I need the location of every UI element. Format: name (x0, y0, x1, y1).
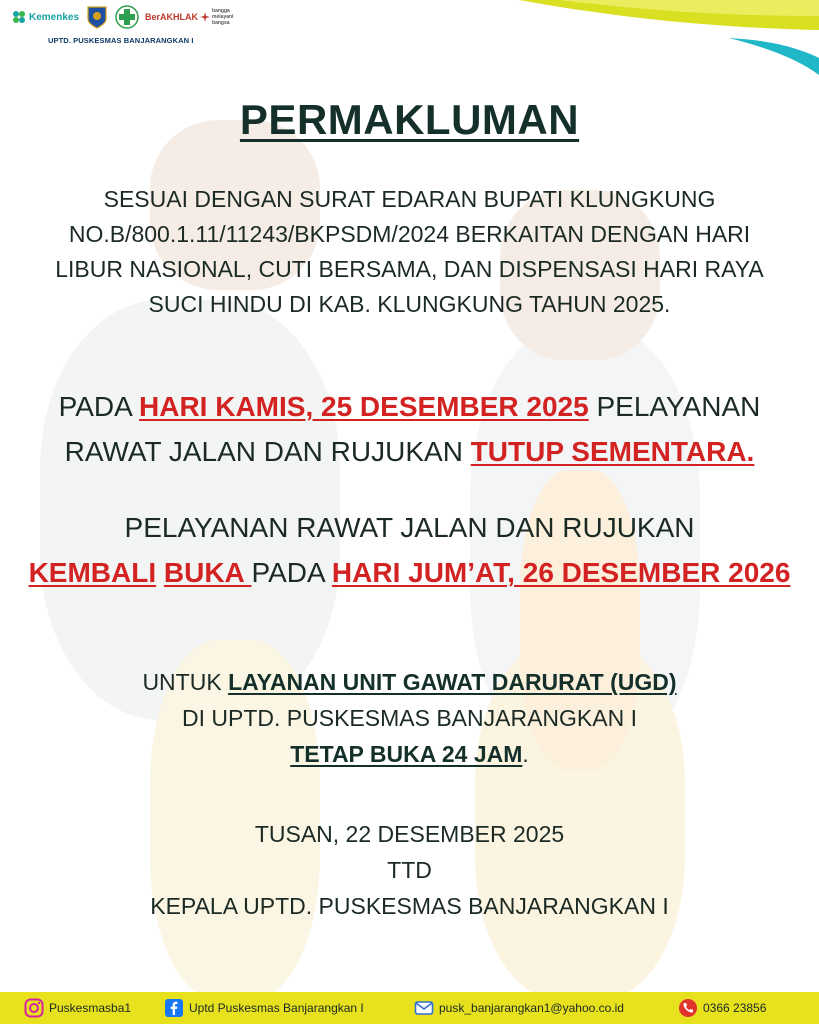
ugd-location: DI UPTD. PUSKESMAS BANJARANGKAN I (182, 705, 637, 731)
header-logos (12, 4, 272, 45)
intro-line: LIBUR NASIONAL, CUTI BERSAMA, DAN DISPENSASI HARI RAYA (55, 256, 764, 282)
reopen-service: PELAYANAN RAWAT JALAN DAN RUJUKAN (124, 512, 695, 543)
regency-emblem-icon (85, 5, 109, 29)
intro-line: SUCI HINDU DI KAB. KLUNGKUNG TAHUN 2025. (148, 291, 671, 317)
signature-ttd: TTD (387, 857, 432, 883)
signature-block (20, 816, 799, 924)
instagram-icon (24, 998, 44, 1018)
instagram-handle: Puskesmasba1 (49, 1001, 132, 1015)
puskesmas-logo-icon (115, 5, 139, 29)
berakhlak-star-icon (200, 12, 210, 22)
berakhlak-label: BerAKHLAK (145, 12, 199, 22)
kemenkes-label: Kemenkes (29, 11, 80, 23)
ugd-prefix: UNTUK (142, 669, 229, 695)
berakhlak-tagline: bangga melayani bangsa (212, 8, 234, 26)
footer-instagram[interactable] (24, 998, 131, 1018)
signature-date: TUSAN, 22 DESEMBER 2025 (254, 821, 565, 847)
mail-icon (414, 998, 434, 1018)
footer-email[interactable] (414, 998, 624, 1018)
ugd-paragraph (20, 664, 799, 772)
facebook-page: Uptd Puskesmas Banjarangkan I (189, 1001, 364, 1015)
ugd-status: TETAP BUKA 24 JAM (290, 741, 523, 767)
phone-icon (678, 998, 698, 1018)
facebook-icon (164, 998, 184, 1018)
kemenkes-logo (12, 10, 79, 24)
intro-line: SESUAI DENGAN SURAT EDARAN BUPATI KLUNGKUNG (103, 186, 716, 212)
ugd-suffix: . (522, 741, 529, 767)
signature-signer: KEPALA UPTD. PUSKESMAS BANJARANGKAN I (150, 893, 669, 919)
footer-contact-bar (0, 992, 819, 1024)
intro-paragraph (20, 182, 799, 322)
puskesmas-name: UPTD. PUSKESMAS BANJARANGKAN I (48, 36, 194, 45)
page-title: PERMAKLUMAN (239, 96, 580, 143)
closure-paragraph (20, 384, 799, 474)
kemenkes-icon (12, 10, 26, 24)
footer-facebook[interactable] (164, 998, 364, 1018)
corner-decoration (399, 0, 819, 110)
reopen-pada: PADA (251, 557, 332, 588)
closure-service: PELAYANAN RAWAT JALAN DAN RUJUKAN (64, 391, 761, 467)
reopen-date: HARI JUM’AT, 26 DESEMBER 2026 (331, 557, 791, 588)
closure-date: HARI KAMIS, 25 DESEMBER 2025 (139, 391, 589, 422)
footer-phone[interactable] (678, 998, 766, 1018)
ugd-service: LAYANAN UNIT GAWAT DARURAT (UGD) (228, 669, 677, 695)
berakhlak-logo (145, 8, 246, 26)
reopen-paragraph (20, 505, 799, 595)
intro-line: NO.B/800.1.11/11243/BKPSDM/2024 BERKAITAN DENGAN HARI (68, 221, 751, 247)
reopen-buka: BUKA (163, 557, 252, 588)
reopen-kembali: KEMBALI (28, 557, 157, 588)
closure-prefix: PADA (58, 391, 139, 422)
closure-status: TUTUP SEMENTARA. (470, 436, 755, 467)
email-address: pusk_banjarangkan1@yahoo.co.id (439, 1001, 624, 1015)
phone-number: 0366 23856 (703, 1001, 767, 1015)
